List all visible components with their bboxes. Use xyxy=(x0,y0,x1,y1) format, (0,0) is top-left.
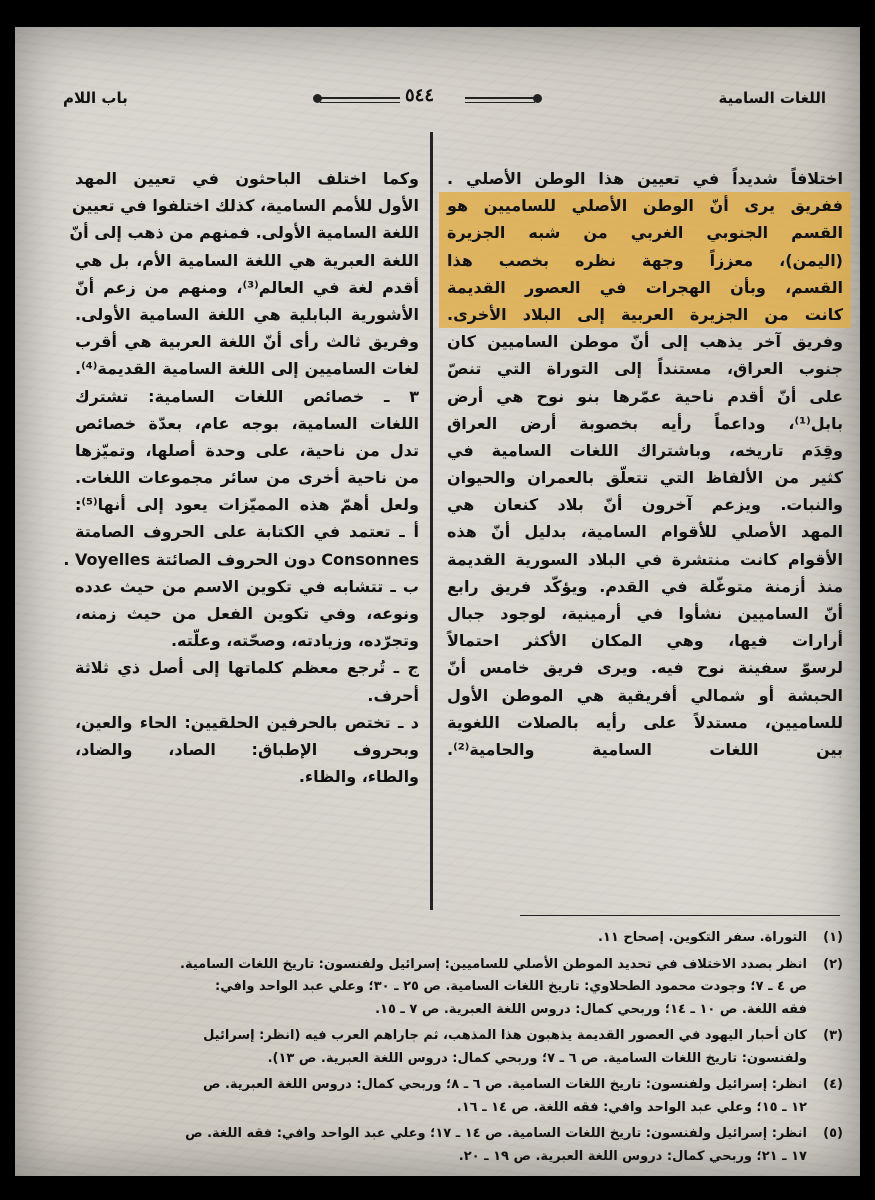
section-heading-line: ٣ ـ خصائص اللغات السامية: تشترك xyxy=(75,386,419,406)
page-number: ٥٤٤ xyxy=(405,85,435,106)
left-column xyxy=(63,165,419,790)
right-column-intro xyxy=(447,165,843,192)
text-line: اللغات السامية، بوجه عام، بعدّة خصائص xyxy=(75,413,419,433)
text-line: الأول للأمم السامية، كذلك اختلفوا في تعيين xyxy=(72,196,419,216)
text-line: أنّ الساميين نشأوا في أرمينية، لوجود جبال xyxy=(447,604,843,623)
text-line: جنوب العراق، مستنداً إلى التوراة التي تنصّ xyxy=(447,359,843,379)
column-divider xyxy=(430,132,433,910)
footnote-number: (٣) xyxy=(823,1028,843,1043)
text-line: بين اللغات السامية والحامية⁽²⁾. xyxy=(447,739,843,759)
text-line: وبحروف الإطباق: الصاد، والضاد، xyxy=(75,739,419,759)
footnote-number: (٤) xyxy=(823,1077,843,1092)
footnote-line: ص ٤ ـ ٧؛ وجودت محمود الطحلاوي: تاريخ اللغات السامية. ص ٢٥ ـ ٣٠؛ وعلي عبد الواحد وافي: xyxy=(215,979,807,994)
text-line: من ناحية أخرى من سائر مجموعات اللغات. xyxy=(75,468,419,488)
list-item-line: د ـ تختص بالحرفين الحلقيين: الحاء والعين، xyxy=(75,712,419,732)
text-line: للساميين، مستدلاً على رأيه بالصلات اللغوية xyxy=(447,712,843,732)
text-line: لرسوّ سفينة نوح فيه. ويرى فريق خامس أنّ xyxy=(447,658,843,678)
text-line: أحرف. xyxy=(367,685,419,705)
footnote-line: فقه اللغة. ص ١٠ ـ ١٤؛ وربحي كمال: دروس اللغة العبرية. ص ٧ ـ ١٥. xyxy=(375,1001,807,1017)
text-line: الأشورية البابلية هي اللغة السامية الأولى. xyxy=(75,304,419,324)
footnote-separator xyxy=(520,915,840,916)
text-line: أقدم لغة في العالم⁽³⁾، ومنهم من زعم أنّ xyxy=(75,277,419,297)
text-line: لغات الساميين إلى اللغة السامية القديمة⁽⁴⁾. xyxy=(75,359,419,379)
text-line: ونوعه، وفي تكوين الفعل من حيث زمنه، xyxy=(75,604,419,623)
text-line: وتجرّده، وزيادته، وصحّته، وعلّته. xyxy=(170,631,419,651)
footnote xyxy=(59,1074,849,1119)
text-line: منذ أزمنة متوغّلة في القدم. ويؤكّد فريق رابع xyxy=(447,576,843,596)
footnote xyxy=(59,1123,849,1168)
text-line: اللغة السامية الأولى. فمنهم من ذهب إلى أنّ xyxy=(69,223,419,243)
ornament-dot-right xyxy=(533,94,542,103)
text-line: وفريق ثالث رأى أنّ اللغة العربية هي أقرب xyxy=(75,332,419,352)
text-line: القسم الجنوبي الغربي من شبه الجزيرة xyxy=(447,223,843,243)
text-line: وكما اختلف الباحثون في تعيين المهد xyxy=(75,169,419,188)
running-title-left: باب اللام xyxy=(63,89,128,107)
right-column xyxy=(447,165,843,763)
running-title-right: اللغات السامية xyxy=(718,89,826,107)
highlighted-passage[interactable] xyxy=(439,192,851,328)
text-line: تدل من ناحية، على وحدة أصلها، وتميّزها xyxy=(75,440,419,460)
footnote-line: كان أحبار اليهود في العصور القديمة يذهبون هذا المذهب، ثم جاراهم العرب فيه (انظر: إسرائيل xyxy=(203,1028,807,1043)
footnote-line: التوراة. سفر التكوين. إصحاح ١١. xyxy=(597,930,807,945)
footnote xyxy=(59,1025,849,1070)
text-line: كثير من الألفاظ التي تتعلّق بالعمران والحيوان xyxy=(447,468,843,488)
footnotes xyxy=(59,927,849,1172)
text-line: (اليمن)، معززاً وجهة نظره بخصب هذا xyxy=(447,250,843,270)
list-item-line: أ ـ تعتمد في الكتابة على الحروف الصامتة xyxy=(75,522,419,542)
text-line: القسم، وبأن الهجرات في العصور القديمة xyxy=(447,277,843,297)
footnote xyxy=(59,954,849,1022)
ornament-rule-right xyxy=(465,97,535,103)
footnote-line: ١٧ ـ ٢١؛ وربحي كمال: دروس اللغة العبرية. ص ١٩ ـ ٢٠. xyxy=(458,1148,807,1164)
footnote-number: (٥) xyxy=(823,1126,843,1141)
page-header xyxy=(15,85,860,115)
footnote xyxy=(59,927,849,950)
text-line: على أنّ أقدم ناحية عمّرها بنو نوح هي أرض xyxy=(447,386,843,406)
text-line: الحبشة أو شمالي أفريقية هي الموطن الأول xyxy=(447,685,843,705)
text-line: وفريق آخر يذهب إلى أنّ موطن الساميين كان xyxy=(447,332,843,352)
text-line: الأقوام كانت منتشرة في البلاد السورية القديمة xyxy=(447,549,843,569)
ornament-rule-left xyxy=(320,97,400,103)
footnote-line: انظر: إسرائيل ولفنسون: تاريخ اللغات السامية. ص ١٤ ـ ١٧؛ وعلي عبد الواحد وافي: فقه اللغة. ص xyxy=(185,1126,807,1141)
list-item-line: ب ـ تتشابه في تكوين الاسم من حيث عدده xyxy=(75,576,419,596)
text-line: ففريق يرى أنّ الوطن الأصلي للساميين هو xyxy=(447,196,843,216)
text-line: كانت من الجزيرة العربية إلى البلاد الأخرى. xyxy=(447,304,843,324)
text-line: والطاء، والظاء. xyxy=(298,767,419,787)
text-line: وقِدَم تاريخه، وباشتراك اللغات السامية في xyxy=(447,440,843,460)
list-item-line: ج ـ تُرجع معظم كلماتها إلى أصل ذي ثلاثة xyxy=(75,658,419,678)
footnote-number: (١) xyxy=(823,930,843,945)
text-line: Consonnes دون الحروف الصائتة Voyelles . xyxy=(63,549,419,569)
footnote-line: انظر بصدد الاختلاف في تحديد الموطن الأصلي للساميين: إسرائيل ولفنسون: تاريخ اللغات السامية. xyxy=(180,956,807,972)
text-line: ولعل أهمّ هذه المميّزات يعود إلى أنها⁽⁵⁾: xyxy=(75,495,419,515)
book-page xyxy=(15,27,860,1176)
text-line: أرارات فيها، وهي المكان الأكثر احتمالاً xyxy=(447,631,843,651)
footnote-number: (٢) xyxy=(823,956,843,972)
text-line: المهد الأصلي للأقوام السامية، بدليل أنّ هذه xyxy=(447,522,843,542)
footnote-line: ١٢ ـ ١٥؛ وعلي عبد الواحد وافي: فقه اللغة. ص ١٤ ـ ١٦. xyxy=(456,1099,807,1115)
text-line: بابل⁽¹⁾، وداعماً رأيه بخصوبة أرض العراق xyxy=(447,413,843,433)
text-line: اختلافاً شديداً في تعيين هذا الوطن الأصلي . xyxy=(447,169,843,188)
text-line: والنبات. ويزعم آخرون أنّ بلاد كنعان هي xyxy=(447,495,843,515)
right-column-body xyxy=(447,328,843,763)
text-line: اللغة العبرية هي اللغة السامية الأم، بل هي xyxy=(75,250,419,270)
footnote-line: ولفنسون: تاريخ اللغات السامية. ص ٦ ـ ٧؛ وربحي كمال: دروس اللغة العبرية. ص ١٣). xyxy=(267,1050,807,1066)
footnote-line: انظر: إسرائيل ولفنسون: تاريخ اللغات السامية. ص ٦ ـ ٨؛ وربحي كمال: دروس اللغة العبرية. ص xyxy=(202,1077,807,1092)
